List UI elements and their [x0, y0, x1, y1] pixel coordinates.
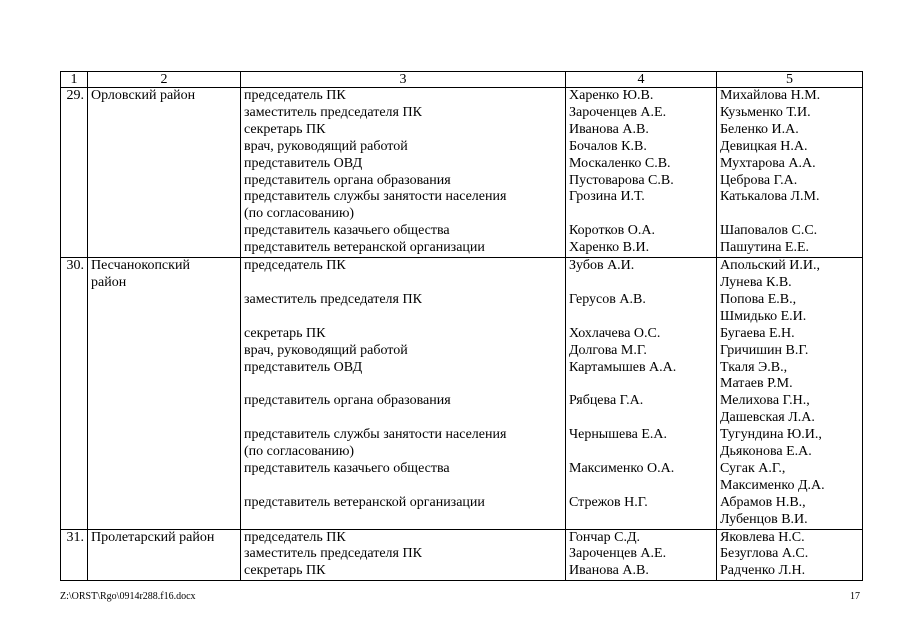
- role-line: представитель службы занятости населения: [244, 189, 507, 205]
- member-line: Иванова А.В.: [569, 563, 649, 579]
- alternate-line: Дьяконова Е.А.: [720, 444, 812, 460]
- header-cell-5: 5: [717, 72, 863, 88]
- district-line: Орловский район: [91, 88, 196, 103]
- alternate-line: Абрамов Н.В.,: [720, 494, 806, 510]
- table-row: [61, 529, 863, 581]
- alternate-line: Мухтарова А.А.: [720, 155, 816, 171]
- table-row: [61, 258, 863, 530]
- district-line: Пролетарский район: [91, 529, 215, 545]
- member-line: Герусов А.В.: [569, 291, 646, 307]
- alternate-line: Ткаля Э.В.,: [720, 359, 788, 375]
- role-line: секретарь ПК: [244, 563, 326, 579]
- alternate-line: Девицкая Н.А.: [720, 138, 808, 154]
- role-line: председатель ПК: [244, 88, 346, 103]
- member-line: Харенко В.И.: [569, 240, 650, 256]
- role-line: председатель ПК: [244, 529, 346, 545]
- member-line: Зароченцев А.Е.: [569, 104, 667, 120]
- alternate-line: Шмидько Е.И.: [720, 308, 807, 324]
- member-line: Зубов А.И.: [569, 258, 635, 274]
- role-line: [244, 275, 562, 292]
- alternate-line: [720, 206, 859, 223]
- member-cell: [566, 258, 717, 530]
- member-line: Долгова М.Г.: [569, 342, 647, 358]
- member-line: Гончар С.Д.: [569, 529, 640, 545]
- alternate-line: Шаповалов С.С.: [720, 223, 818, 239]
- table-body: [61, 72, 863, 581]
- header-cell-4: 4: [566, 72, 717, 88]
- role-cell: [241, 88, 566, 258]
- alternate-line: Лубенцов В.И.: [720, 511, 808, 527]
- district-cell: [88, 88, 241, 258]
- district-cell: [88, 258, 241, 530]
- member-line: Москаленко С.В.: [569, 155, 671, 171]
- alternate-cell: [717, 529, 863, 581]
- role-line: представитель казачьего общества: [244, 223, 450, 239]
- alternate-cell: [717, 258, 863, 530]
- member-line: Бочалов К.В.: [569, 138, 647, 154]
- row-number: 31.: [61, 529, 88, 581]
- member-line: [569, 275, 713, 292]
- role-line: (по согласованию): [244, 206, 355, 222]
- alternate-line: Гричишин В.Г.: [720, 342, 809, 358]
- alternate-line: Матаев Р.М.: [720, 376, 793, 392]
- alternate-line: Радченко Л.Н.: [720, 563, 806, 579]
- role-line: представитель ветеранской организации: [244, 240, 485, 256]
- member-line: [569, 512, 713, 529]
- member-line: Стрежов Н.Г.: [569, 494, 648, 510]
- member-cell: [566, 88, 717, 258]
- member-line: Пустоварова С.В.: [569, 172, 674, 188]
- header-cell-3: 3: [241, 72, 566, 88]
- member-line: Зароченцев А.Е.: [569, 546, 667, 562]
- role-line: заместитель председателя ПК: [244, 104, 422, 120]
- member-cell: [566, 529, 717, 581]
- member-line: Иванова А.В.: [569, 121, 649, 137]
- role-cell: [241, 258, 566, 530]
- role-line: заместитель председателя ПК: [244, 291, 422, 307]
- role-line: врач, руководящий работой: [244, 138, 408, 154]
- member-line: Рябцева Г.А.: [569, 393, 644, 409]
- role-line: [244, 376, 562, 393]
- role-line: представитель казачьего общества: [244, 460, 450, 476]
- alternate-line: Сугак А.Г.,: [720, 460, 786, 476]
- alternate-line: Бугаева Е.Н.: [720, 325, 795, 341]
- alternate-line: Тугундина Ю.И.,: [720, 427, 822, 443]
- member-line: Коротков О.А.: [569, 223, 655, 239]
- member-line: Картамышев А.А.: [569, 359, 677, 375]
- alternate-line: Апольский И.И.,: [720, 258, 821, 274]
- district-line: район: [91, 274, 127, 290]
- member-line: Харенко Ю.В.: [569, 88, 654, 103]
- role-line: [244, 512, 562, 529]
- district-line: Песчанокопский: [91, 258, 190, 274]
- role-line: врач, руководящий работой: [244, 342, 408, 358]
- alternate-line: Безуглова А.С.: [720, 546, 809, 562]
- page-number: 17: [850, 591, 860, 602]
- alternate-line: Лунева К.В.: [720, 274, 792, 290]
- role-line: [244, 478, 562, 495]
- member-line: Грозина И.Т.: [569, 189, 645, 205]
- role-line: председатель ПК: [244, 258, 346, 274]
- alternate-line: Попова Е.В.,: [720, 291, 797, 307]
- header-cell-2: 2: [88, 72, 241, 88]
- alternate-line: Беленко И.А.: [720, 121, 799, 137]
- role-line: представитель органа образования: [244, 172, 451, 188]
- role-line: представитель службы занятости населения: [244, 427, 507, 443]
- alternate-line: Цеброва Г.А.: [720, 172, 798, 188]
- member-line: [569, 206, 713, 223]
- role-line: заместитель председателя ПК: [244, 546, 422, 562]
- member-line: [569, 478, 713, 495]
- alternate-line: Михайлова Н.М.: [720, 88, 821, 103]
- member-line: [569, 444, 713, 461]
- role-line: секретарь ПК: [244, 325, 326, 341]
- alternate-line: Пашутина Е.Е.: [720, 240, 810, 256]
- row-number: 29.: [61, 88, 88, 258]
- row-number: 30.: [61, 258, 88, 530]
- role-line: представитель ОВД: [244, 359, 363, 375]
- alternate-line: Максименко Д.А.: [720, 477, 825, 493]
- alternate-line: Мелихова Г.Н.,: [720, 393, 810, 409]
- footer-file-path: Z:\ORST\Rgo\0914r288.f16.docx: [60, 591, 196, 602]
- member-line: [569, 410, 713, 427]
- role-line: представитель ОВД: [244, 155, 363, 171]
- member-line: [569, 309, 713, 326]
- header-row: [61, 72, 863, 88]
- alternate-cell: [717, 88, 863, 258]
- alternate-line: Катькалова Л.М.: [720, 189, 820, 205]
- alternate-line: Дашевская Л.А.: [720, 410, 815, 426]
- role-line: представитель органа образования: [244, 393, 451, 409]
- member-line: Максименко О.А.: [569, 460, 675, 476]
- role-line: секретарь ПК: [244, 121, 326, 137]
- member-line: Хохлачева О.С.: [569, 325, 661, 341]
- alternate-line: Яковлева Н.С.: [720, 529, 805, 545]
- role-line: (по согласованию): [244, 444, 355, 460]
- district-cell: [88, 529, 241, 581]
- table-row: [61, 88, 863, 258]
- header-cell-1: 1: [61, 72, 88, 88]
- member-line: Чернышева Е.А.: [569, 427, 668, 443]
- alternate-line: Кузьменко Т.И.: [720, 104, 811, 120]
- commission-table: [60, 71, 863, 581]
- role-line: [244, 309, 562, 326]
- role-line: представитель ветеранской организации: [244, 494, 485, 510]
- member-line: [569, 376, 713, 393]
- role-cell: [241, 529, 566, 581]
- role-line: [244, 410, 562, 427]
